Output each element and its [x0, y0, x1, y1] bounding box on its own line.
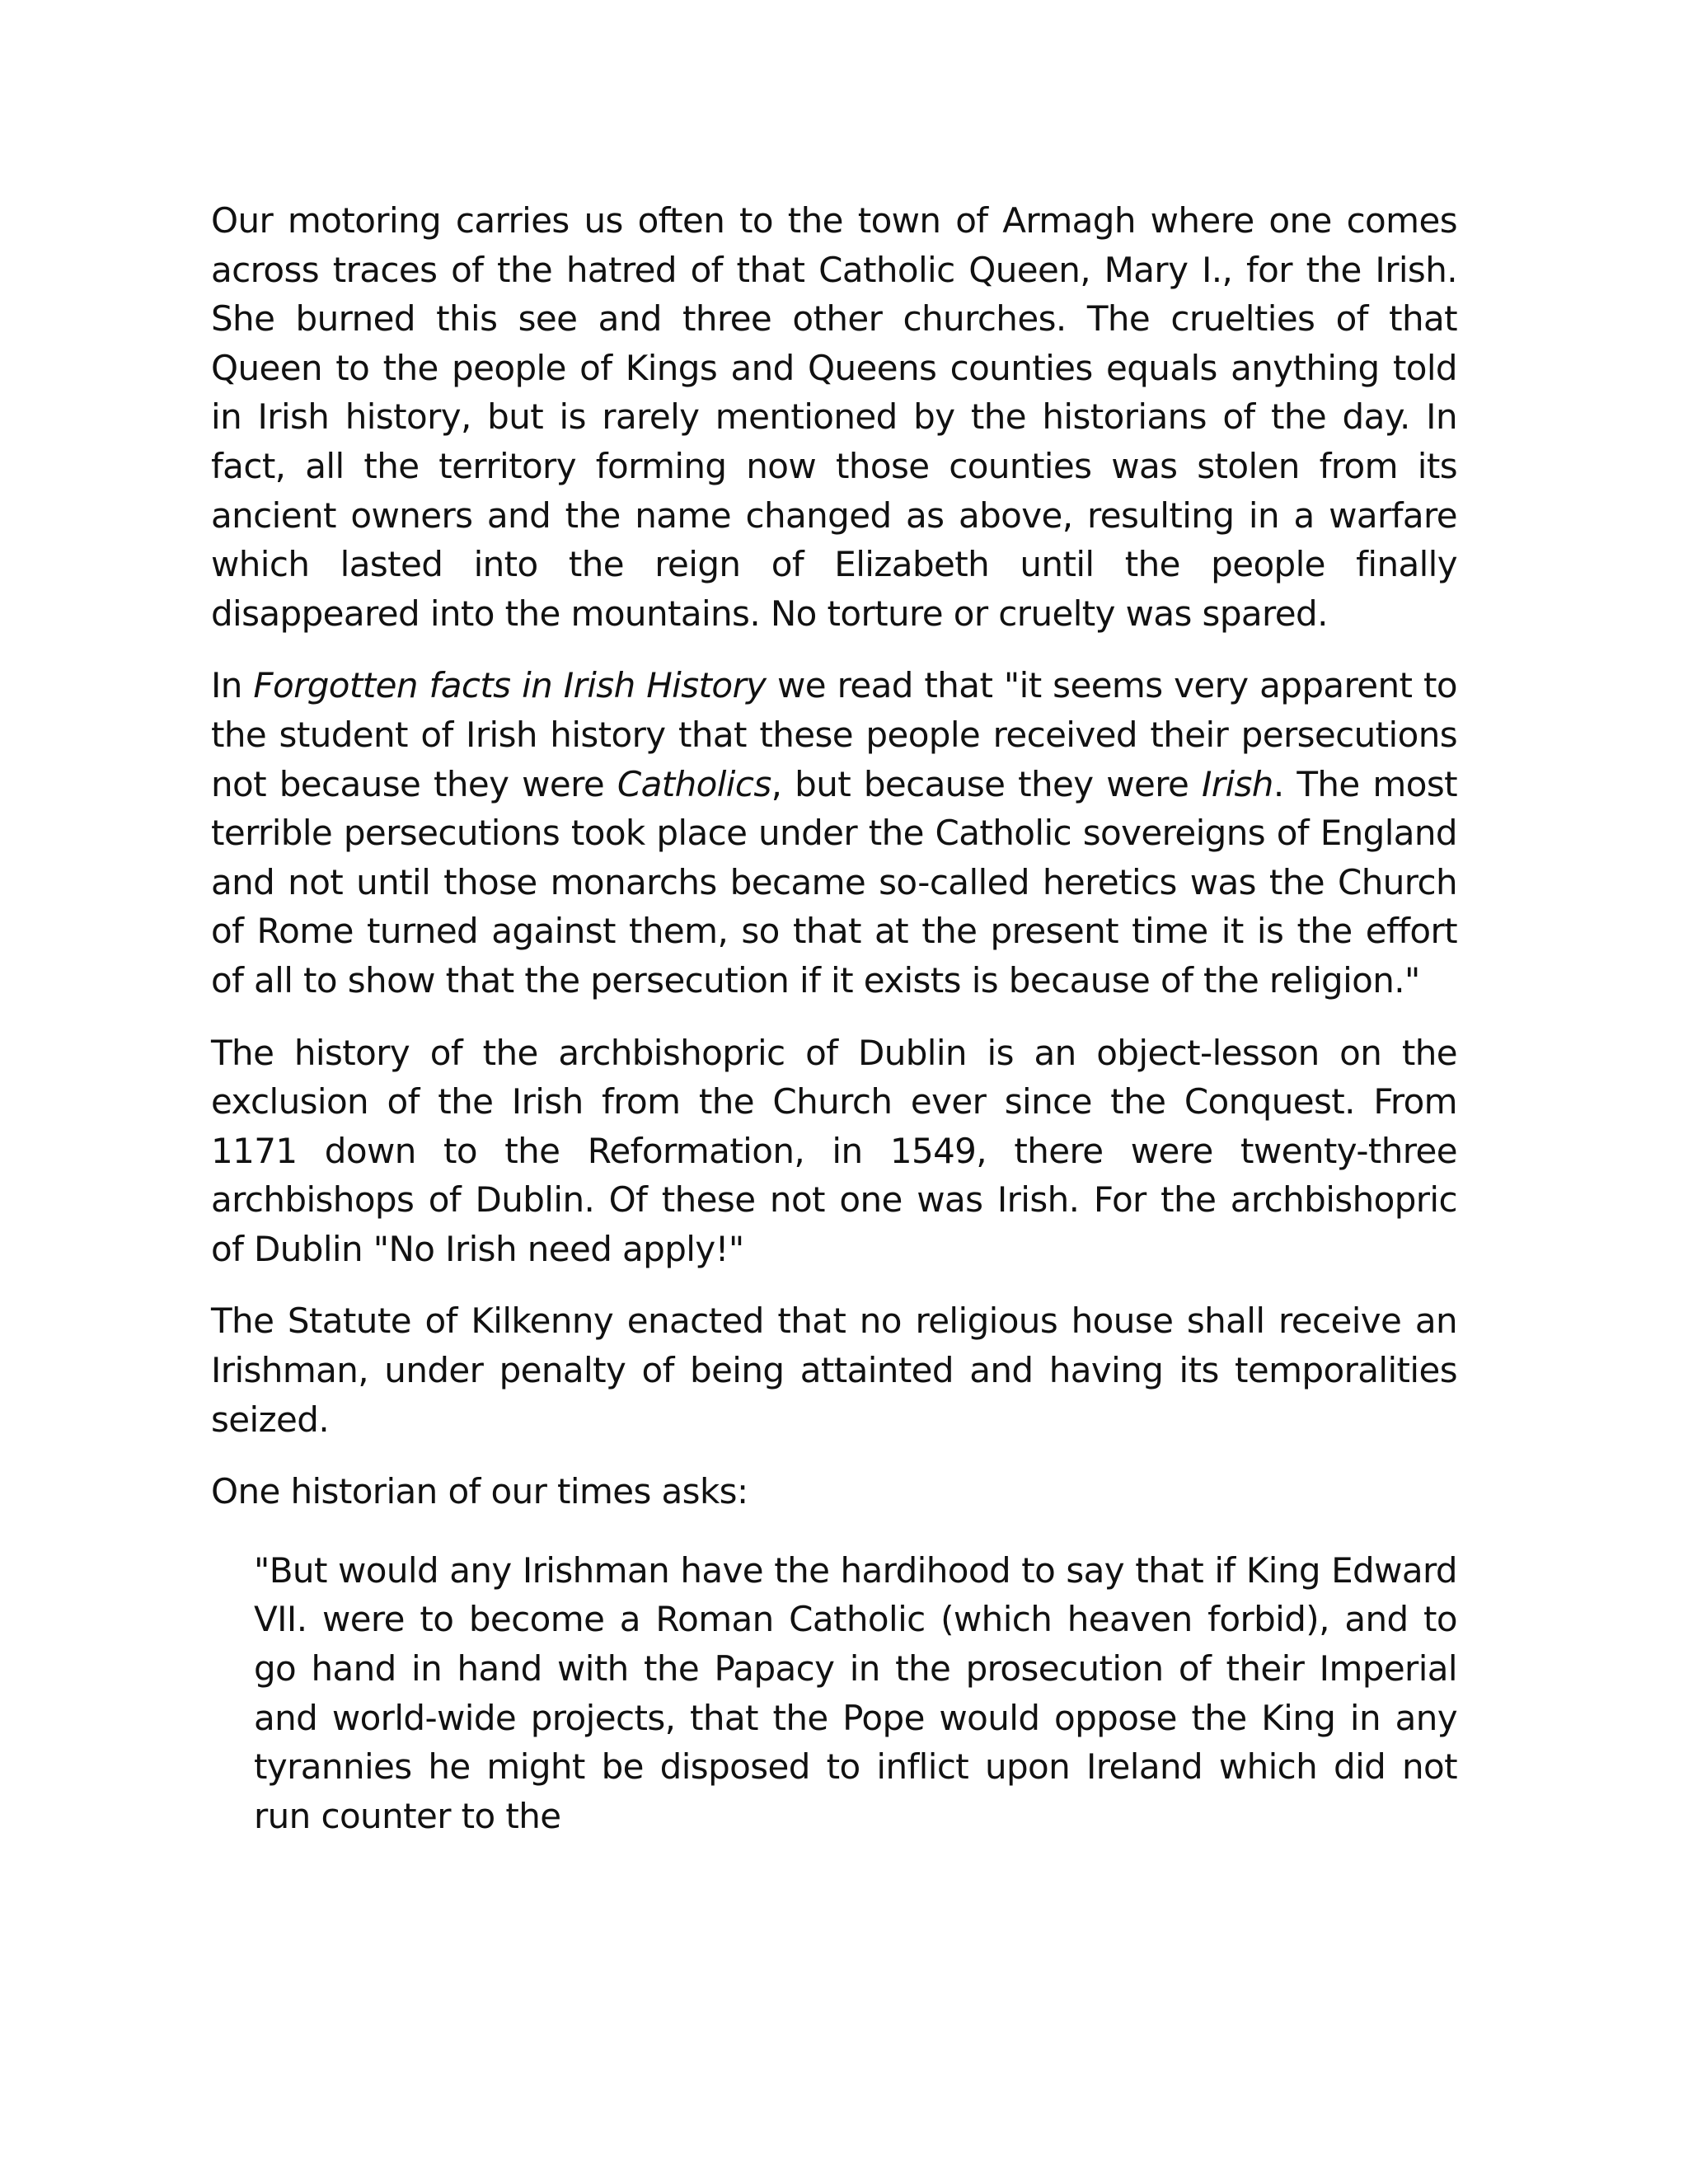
paragraph-dublin-archbishopric: The history of the archbishopric of Dublin is an object-lesson on the exclusion of the Irish from the Church ever since the Conquest. From 1171 down to the Reformation, in 1549, there were twenty-three archbishops of Dublin. Of these not one was Irish. For the archbishopric of Dublin "No Irish need apply!"	[211, 1032, 1457, 1269]
paragraph-armagh: Our motoring carries us often to the town of Armagh where one comes across traces of the hatred of that Catholic Queen, Mary I., for the Irish. She burned this see and three other churches. The cruelties of that Queen to the people of Kings and Queens counties equals anything told in Irish history, but is rarely mentioned by the historians of the day. In fact, all the territory forming now those counties was stolen from its ancient owners and the name changed as above, resulting in a warfare which lasted into the reign of Elizabeth until the people finally disappeared into the mountains. No torture or cruelty was spared.	[211, 200, 1457, 634]
text-run: we read that "it seems very apparent to the student of Irish history that these people received their persecutions not because they were	[211, 665, 1457, 804]
text-run: In	[211, 665, 254, 706]
paragraph-statute-kilkenny: The Statute of Kilkenny enacted that no religious house shall receive an Irishman, under penalty of being attainted and having its temporalities seized.	[211, 1301, 1457, 1440]
document-page	[211, 196, 1457, 1840]
text-run: . The most terrible persecutions took place under the Catholic sovereigns of England and not until those monarchs became so-called heretics was the Church of Rome turned against them, so that at the present time it is the effort of all to show that the persecution if it exists is because of the religion."	[211, 763, 1457, 1001]
block-quote: "But would any Irishman have the hardihood to say that if King Edward VII. were to become a Roman Catholic (which heaven forbid), and to go hand in hand with the Papacy in the prosecution of their Imperial and world-wide projects, that the Pope would oppose the King in any tyrannies he might be disposed to inflict upon Ireland which did not run counter to the	[254, 1549, 1457, 1836]
book-title: Forgotten facts in Irish History	[253, 665, 767, 706]
paragraph-historian-asks: One historian of our times asks:	[211, 1471, 748, 1512]
text-run: , but because they were	[771, 763, 1202, 804]
paragraph-forgotten-facts	[211, 661, 1457, 1005]
emphasis-irish: Irish	[1202, 763, 1273, 804]
emphasis-catholics: Catholics	[617, 763, 771, 804]
